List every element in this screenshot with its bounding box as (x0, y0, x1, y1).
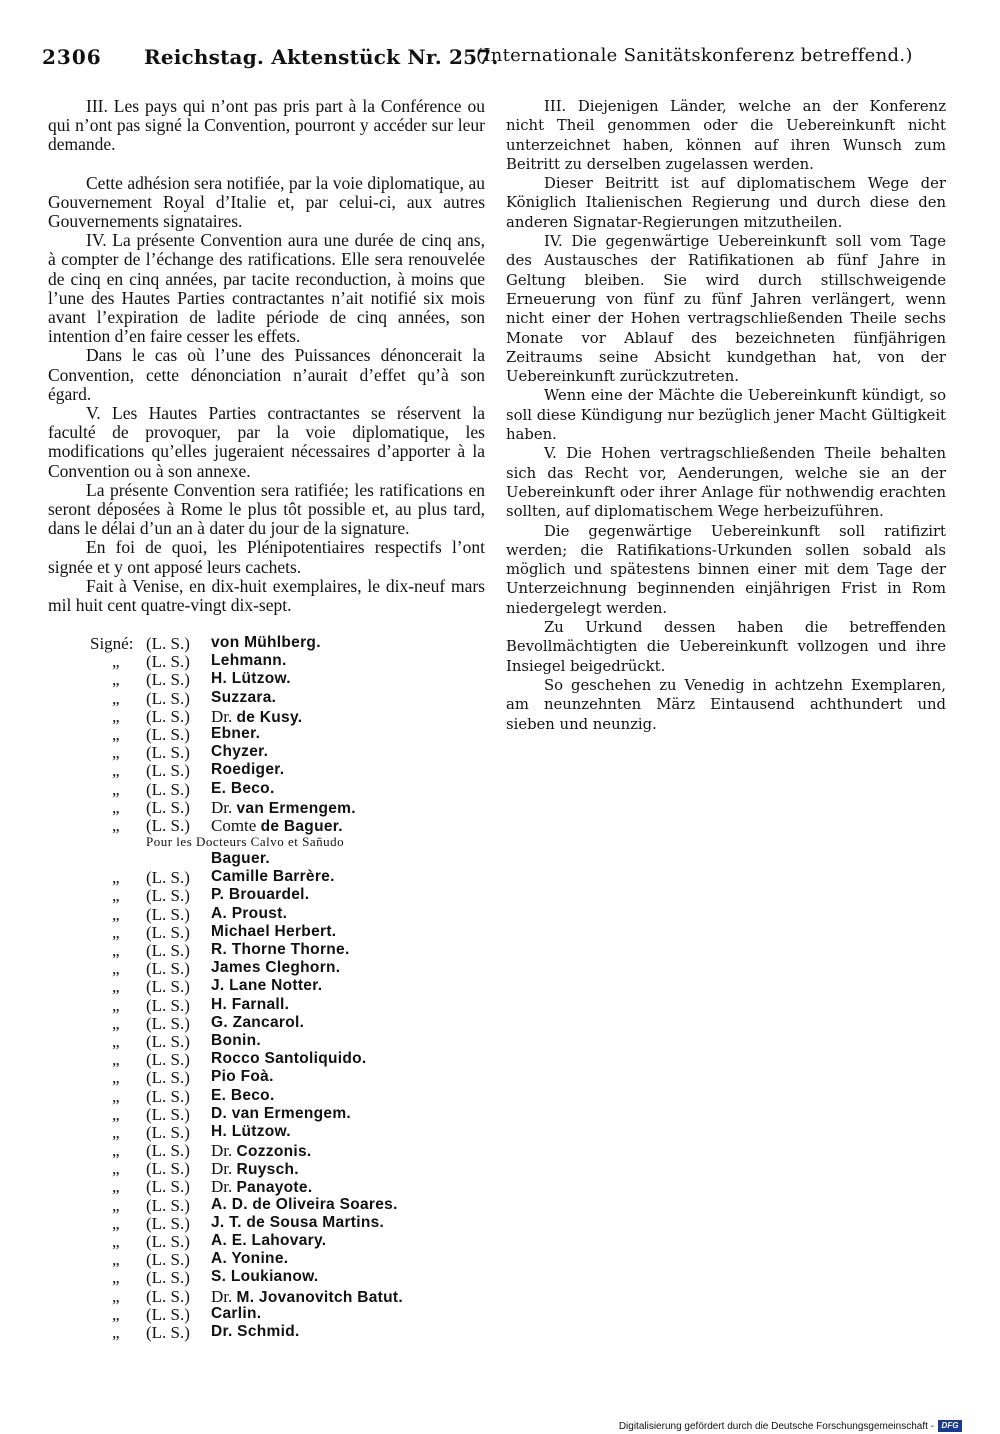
seal-label: (L. S.) (146, 1104, 190, 1124)
seal-label: (L. S.) (146, 1177, 190, 1197)
seal-label: (L. S.) (146, 1232, 190, 1251)
seal-label: (L. S.) (146, 1031, 190, 1051)
signatory-name: Baguer. (211, 850, 270, 868)
signature-row (90, 1196, 510, 1214)
seal-label: (L. S.) (146, 904, 190, 924)
signature-row (90, 1214, 510, 1232)
paragraph: Cette adhésion sera notifiée, par la voie diplomatique, au Gouvernement Royal d’Italie et, par celui-ci, aux autres Gouvernements signataires. (48, 172, 485, 232)
signature-row (90, 1032, 510, 1050)
signature-row (90, 1123, 510, 1141)
paragraph: III. Les pays qui n’ont pas pris part à la Conférence ou qui n’ont pas signé la Convention, pourront y accéder sur leur demande. (48, 96, 485, 155)
ditto-mark: „ (112, 706, 120, 726)
signatory-name: von Mühlberg. (211, 634, 321, 651)
seal-label: (L. S.) (146, 886, 190, 906)
signature-row (90, 798, 510, 816)
seal-label: (L. S.) (146, 1195, 190, 1215)
signature-row (90, 868, 510, 886)
ditto-mark: „ (112, 670, 120, 690)
ditto-mark: „ (112, 886, 120, 906)
signatory-title: Dr. Cozzonis. (211, 1141, 312, 1161)
signature-row (90, 725, 510, 743)
seal-label: (L. S.) (146, 815, 190, 835)
signature-row (90, 959, 510, 977)
seal-label: (L. S.) (146, 797, 190, 817)
ditto-mark: „ (112, 1304, 120, 1324)
signature-row (90, 905, 510, 923)
signatory-name: H. Lützow. (211, 1122, 291, 1140)
signature-row (90, 1105, 510, 1123)
ditto-mark: „ (112, 779, 120, 799)
signature-row (90, 1268, 510, 1286)
paragraph: Fait à Venise, en dix-huit exemplaires, le dix-neuf mars mil huit cent quatre-vingt dix-sept. (48, 575, 485, 616)
signatory-name: Bonin. (211, 1031, 262, 1049)
seal-label: (L. S.) (146, 1304, 190, 1324)
page-number: 2306 (42, 45, 102, 69)
page-header (42, 45, 913, 75)
signature-row (90, 1050, 510, 1068)
paragraph: La présente Convention sera ratifiée; les ratifications en seront déposées à Rome le plus tôt possible et, au plus tard, dans le délai d’un an à dater du jour de la signature. (48, 479, 485, 539)
ditto-mark: „ (112, 797, 120, 817)
paragraph: En foi de quoi, les Plénipotentiaires respectifs l’ont signée et y ont apposé leurs cachets. (48, 537, 485, 577)
paragraph: V. Les Hautes Parties contractantes se réservent la faculté de provoquer, par la voie diplomatique, les modifications qu’elles jugeraient nécessaires d’apporter à la Convention ou à son annexe. (48, 403, 485, 481)
signature-row (90, 634, 510, 652)
seal-label: (L. S.) (146, 706, 190, 726)
ditto-mark: „ (112, 1159, 120, 1179)
signatory-title: Comte de Baguer. (211, 815, 343, 835)
seal-label: (L. S.) (146, 1268, 190, 1288)
signatory-title: Dr. Panayote. (211, 1177, 313, 1197)
signature-row (90, 1087, 510, 1105)
signatory-name: Cozzonis. (236, 1143, 312, 1161)
seal-label: (L. S.) (146, 959, 190, 979)
signature-row (90, 689, 510, 707)
seal-label: (L. S.) (146, 922, 190, 942)
signatory-name: A. Proust. (211, 904, 288, 922)
signed-label: Signé: (90, 634, 134, 653)
paragraph: IV. Die gegenwärtige Uebereinkunft soll vom Tage des Austausches der Ratifikationen ab fünf Jahre in Geltung bleiben. Sie wird durch stillschweigende Erneuerung von fünf zu fünf Jahren verlängert, wenn nicht einer der Hohen vertragschließenden Theile sechs Monate vor Ablauf des bezeichneten fünfjährigen Zeitraums seine Absicht kundgethan hat, von der Uebereinkunft zurückzutreten. (506, 233, 946, 386)
ditto-mark: „ (112, 652, 120, 672)
signatory-name: H. Farnall. (211, 995, 290, 1013)
ditto-mark: „ (112, 1195, 120, 1215)
signature-row (90, 761, 510, 779)
seal-label: (L. S.) (146, 1086, 190, 1106)
ditto-mark: „ (112, 1141, 120, 1161)
ditto-mark: „ (112, 1068, 120, 1088)
ditto-mark: „ (112, 1268, 120, 1288)
signatory-name: J. Lane Notter. (211, 977, 323, 995)
signatory-name: Ruysch. (236, 1161, 299, 1179)
paragraph: III. Diejenigen Länder, welche an der Konferenz nicht Theil genommen oder die Uebereinkunft nicht unterzeichnet haben, können auf ihren Wunsch zum Beitritt zu derselben zugelassen werden. (506, 98, 946, 173)
seal-label: (L. S.) (146, 652, 190, 672)
signature-row (90, 1250, 510, 1268)
ditto-mark: „ (112, 1177, 120, 1197)
ditto-mark: „ (112, 959, 120, 979)
ditto-mark: „ (112, 1050, 120, 1070)
ditto-mark: „ (112, 1031, 120, 1051)
signatory-name: James Cleghorn. (211, 959, 341, 977)
signatory-name: Michael Herbert. (211, 922, 337, 940)
ditto-mark: „ (112, 904, 120, 924)
signature-row (90, 707, 510, 725)
digitization-footer (619, 1420, 962, 1432)
signatory-name: A. Yonine. (211, 1250, 289, 1268)
signature-row (90, 1323, 510, 1341)
ditto-mark: „ (112, 868, 120, 888)
seal-label: (L. S.) (146, 634, 190, 653)
ditto-mark: „ (112, 977, 120, 997)
german-text-column (506, 97, 946, 734)
seal-label: (L. S.) (146, 761, 190, 781)
french-text-column (48, 97, 485, 615)
signature-row (90, 923, 510, 941)
signatory-title: Dr. van Ermengem. (211, 797, 356, 817)
ditto-mark: „ (112, 1122, 120, 1142)
seal-label: (L. S.) (146, 1286, 190, 1306)
paragraph: Dans le cas où l’une des Puissances dénoncerait la Convention, cette dénonciation n’aurait d’effet qu’à son égard. (48, 345, 485, 404)
seal-label: (L. S.) (146, 1322, 190, 1342)
signatory-name: van Ermengem. (236, 799, 356, 817)
signature-row (90, 1141, 510, 1159)
signature-row (90, 1305, 510, 1323)
seal-label: (L. S.) (146, 995, 190, 1015)
ditto-mark: „ (112, 922, 120, 942)
ditto-mark: „ (112, 1086, 120, 1106)
signatory-name: Pio Foà. (211, 1068, 274, 1086)
seal-label: (L. S.) (146, 743, 190, 763)
seal-label: (L. S.) (146, 868, 190, 888)
signature-row (90, 850, 510, 868)
paragraph: Dieser Beitritt ist auf diplomatischem Wege der Königlich Italienischen Regierung und durch diese den anderen Signatar-Regierungen mitzutheilen. (506, 175, 946, 231)
signature-row (90, 977, 510, 995)
paragraph: Wenn eine der Mächte die Uebereinkunft kündigt, so soll diese Kündigung nur bezüglich jener Macht Gültigkeit haben. (506, 387, 946, 444)
ditto-mark: „ (112, 1250, 120, 1270)
signatory-name: Panayote. (236, 1179, 313, 1197)
ditto-mark: „ (112, 1213, 120, 1233)
seal-label: (L. S.) (146, 1141, 190, 1161)
signature-row (90, 816, 510, 834)
signatory-name: Lehmann. (211, 652, 287, 670)
dfg-logo: DFG (938, 1420, 962, 1432)
paragraph: IV. La présente Convention aura une durée de cinq ans, à compter de l’échange des ratifications. Elle sera renouvelée de cinq en cinq années, par tacite reconduction, à moins que l’une des Hautes Parties contractantes n’ait notifié six mois avant l’expiration de ladite période de cinq années, son intention d’en faire cesser les effets. (48, 230, 485, 347)
signatory-name: Roediger. (211, 761, 285, 779)
paragraph: V. Die Hohen vertragschließenden Theile behalten sich das Recht vor, Aenderungen, welche sie an der Uebereinkunft oder ihrer Anlage für nothwendig erachten sollten, auf diplomatischem Wege herbeizuführen. (506, 445, 946, 521)
signature-row (90, 1068, 510, 1086)
ditto-mark: „ (112, 1013, 120, 1033)
ditto-mark: „ (112, 1286, 120, 1306)
seal-label: (L. S.) (146, 688, 190, 708)
ditto-mark: „ (112, 1322, 120, 1342)
signatory-name: R. Thorne Thorne. (211, 941, 350, 958)
signatory-name: Ebner. (211, 724, 261, 742)
signatory-name: de Kusy. (236, 708, 303, 726)
signatory-name: E. Beco. (211, 779, 275, 797)
seal-label: (L. S.) (146, 1122, 190, 1142)
seal-label: (L. S.) (146, 1159, 190, 1179)
signature-row (90, 1159, 510, 1177)
signatory-name: Suzzara. (211, 688, 277, 706)
seal-label: (L. S.) (146, 1213, 190, 1233)
ditto-mark: „ (112, 743, 120, 763)
signature-row (90, 670, 510, 688)
signature-row (90, 652, 510, 670)
paragraph: So geschehen zu Venedig in achtzehn Exemplaren, am neunzehnten März Eintausend achthundert und sieben und neunzig. (506, 676, 946, 733)
seal-label: (L. S.) (146, 1250, 190, 1270)
signature-row (90, 1287, 510, 1305)
signatory-name: G. Zancarol. (211, 1013, 305, 1031)
signatory-name: Camille Barrère. (211, 868, 335, 886)
signatory-name: S. Loukianow. (211, 1268, 319, 1286)
signatory-name: de Baguer. (260, 817, 343, 835)
signatory-name: D. van Ermengem. (211, 1104, 352, 1122)
seal-label: (L. S.) (146, 724, 190, 744)
signatory-name: H. Lützow. (211, 670, 291, 688)
header-title: Reichstag. Aktenstück Nr. 257. (144, 45, 499, 69)
signatory-title: Dr. de Kusy. (211, 706, 303, 726)
footer-text: Digitalisierung gefördert durch die Deutsche Forschungsgemeinschaft - (618, 1420, 934, 1432)
seal-label: (L. S.) (146, 1013, 190, 1033)
signature-row (90, 996, 510, 1014)
signatory-name: J. T. de Sousa Martins. (211, 1213, 385, 1231)
signatory-name: Rocco Santoliquido. (211, 1050, 367, 1068)
paragraph: Die gegenwärtige Uebereinkunft soll ratifizirt werden; die Ratifikations-Urkunden sollen sobald als möglich und spätestens binnen einer mit dem Tage der Unterzeichnung beginnenden einjährigen Frist in Rom niedergelegt werden. (506, 522, 946, 617)
seal-label: (L. S.) (146, 670, 190, 690)
seal-label: (L. S.) (146, 779, 190, 799)
signature-row (90, 780, 510, 798)
seal-label: (L. S.) (146, 941, 190, 960)
signature-list (90, 634, 510, 1341)
signatory-name: Dr. Schmid. (211, 1322, 300, 1340)
seal-label: (L. S.) (146, 1068, 190, 1088)
ditto-mark: „ (112, 995, 120, 1015)
ditto-mark: „ (112, 724, 120, 744)
signatory-title: Dr. M. Jovanovitch Batut. (211, 1286, 403, 1306)
seal-label: (L. S.) (146, 1050, 190, 1070)
ditto-mark: „ (112, 815, 120, 835)
signatory-name: A. D. de Oliveira Soares. (211, 1195, 398, 1213)
signature-row (90, 1232, 510, 1250)
ditto-mark: „ (112, 761, 120, 781)
signature-row (90, 1014, 510, 1032)
ditto-mark: „ (112, 688, 120, 708)
signatory-name: M. Jovanovitch Batut. (236, 1288, 403, 1306)
signature-row (90, 941, 510, 959)
signatory-title: Dr. Ruysch. (211, 1159, 299, 1179)
signature-row (90, 1177, 510, 1195)
header-subtitle: (Internationale Sanitätskonferenz betreffend.) (476, 45, 913, 66)
signatory-name: Carlin. (211, 1304, 262, 1322)
signature-row (90, 743, 510, 761)
signature-row (90, 886, 510, 904)
signatory-name: E. Beco. (211, 1086, 275, 1104)
seal-label: (L. S.) (146, 977, 190, 997)
paragraph: Zu Urkund dessen haben die betreffenden Bevollmächtigten die Uebereinkunft vollzogen und ihre Insiegel beigedrückt. (506, 619, 946, 675)
signatory-name: Chyzer. (211, 743, 269, 761)
ditto-mark: „ (112, 1104, 120, 1124)
signatory-name: A. E. Lahovary. (211, 1232, 327, 1249)
ditto-mark: „ (112, 941, 120, 960)
signatory-name: P. Brouardel. (211, 886, 310, 904)
delegation-note: Pour les Docteurs Calvo et Sañudo (146, 834, 345, 850)
ditto-mark: „ (112, 1232, 120, 1251)
